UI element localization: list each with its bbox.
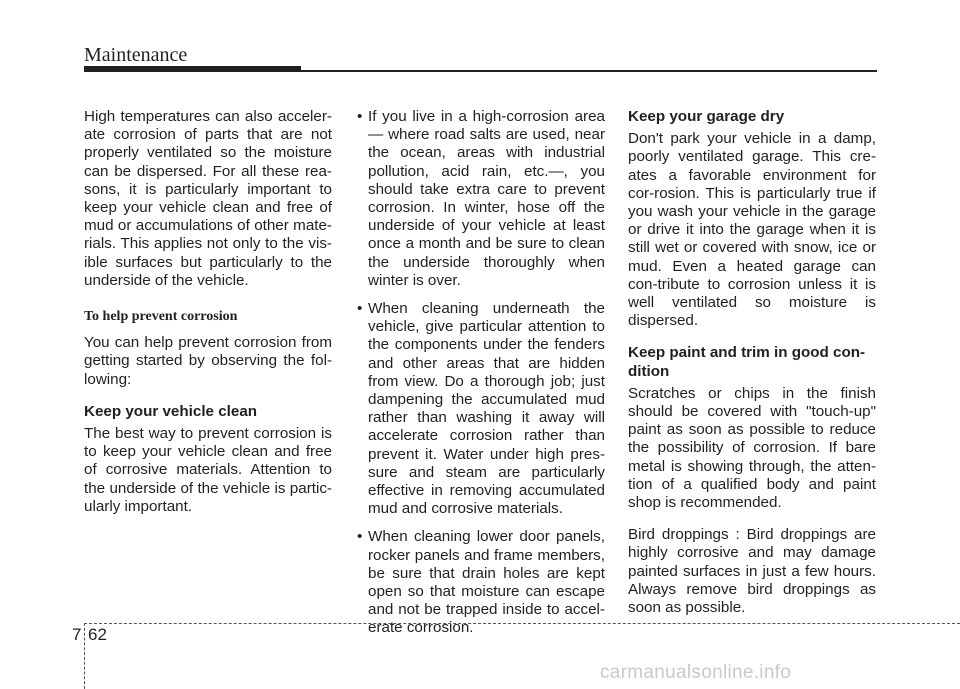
page-number: 62 <box>88 625 107 644</box>
prevent-corrosion-paragraph: You can help prevent corrosion from getting started by observing the fol-lowing: <box>84 334 332 388</box>
watermark: carmanualsonline.info <box>600 662 792 683</box>
prevent-corrosion-subheading: To help prevent corrosion <box>84 309 238 325</box>
text-column-1 <box>84 108 332 526</box>
list-item: • If you live in a high-corrosion area — where road salts are used, near the ocean, areas with industrial pollution, acid rain, etc.—, you should take extra care to prevent corrosion. In winter, hose off the underside of your vehicle at least once a month and be sure to clean the underside thoroughly when winter is over. <box>357 108 605 290</box>
paint-trim-heading: Keep paint and trim in good con-dition <box>628 344 866 380</box>
text-column-3 <box>628 108 876 627</box>
header-rule-thin <box>301 70 877 72</box>
garage-dry-paragraph: Don't park your vehicle in a damp, poorly ventilated garage. This cre-ates a favorable environment for cor-rosion. This is particularly true if you wash your vehicle in the garage or drive it into the garage when it is still wet or covered with snow, ice or mud. Even a heated garage can con-tribute to corrosion unless it is well ventilated so moisture is dispersed. <box>628 130 876 330</box>
intro-paragraph: High temperatures can also acceler-ate corrosion of parts that are not properly ventilated so the moisture can be dispersed. For all these rea-sons, it is particularly important to keep your vehicle clean and free of mud or accumulations of other mate-rials. This applies not only to the vis-ible surfaces but particularly to the underside of the vehicle. <box>84 108 332 289</box>
cleaning-tips-list <box>357 108 605 638</box>
list-item: • When cleaning underneath the vehicle, give particular attention to the components under the fenders and other areas that are hidden from view. Do a thorough job; just dampening the accumulated mud rather than washing it away will accelerate corrosion rather than prevent it. Water under high pres-sure and steam are particularly effective in removing accumulated mud and corrosive materials. <box>357 300 605 518</box>
page-section-title: Maintenance <box>84 44 188 66</box>
paint-trim-paragraph: Scratches or chips in the finish should be covered with "touch-up" paint as soon as possible to reduce the possibility of corrosion. If bare metal is showing through, the atten-tion of a qualified body and paint shop is recommended. <box>628 384 876 512</box>
footer-divider <box>84 623 85 689</box>
keep-clean-heading: Keep your vehicle clean <box>84 402 258 420</box>
list-item: • When cleaning lower door panels, rocker panels and frame members, be sure that drain holes are kept open so that moisture can escape and not be trapped inside to accel-erate corrosion. <box>357 528 605 637</box>
text-column-2 <box>357 108 605 648</box>
keep-clean-paragraph: The best way to prevent corrosion is to keep your vehicle clean and free of corrosive materials. Attention to the underside of the vehicle is partic-ularly important. <box>84 425 332 515</box>
footer-rule <box>84 623 960 624</box>
header-rule-thick <box>84 66 301 72</box>
garage-dry-heading: Keep your garage dry <box>628 108 785 125</box>
chapter-number: 7 <box>72 625 82 644</box>
bird-droppings-paragraph: Bird droppings : Bird droppings are highly corrosive and may damage painted surfaces in just a few hours. Always remove bird droppings as soon as possible. <box>628 526 876 617</box>
